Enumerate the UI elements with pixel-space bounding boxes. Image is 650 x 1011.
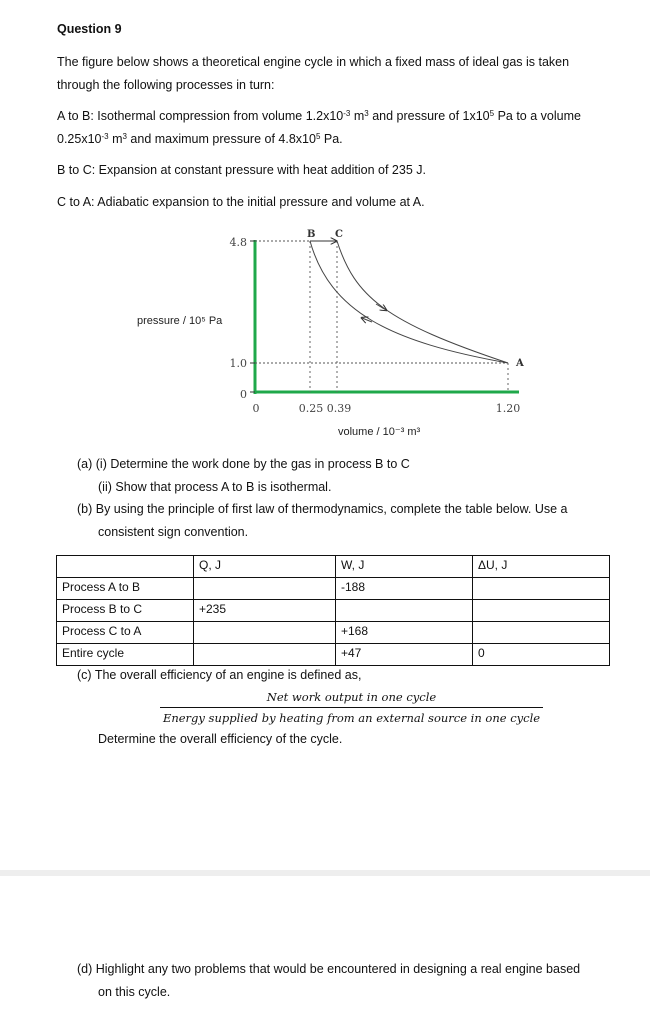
table-header xyxy=(57,556,194,578)
x-tick-025: 0.25 xyxy=(298,402,324,415)
part-c-determine: Determine the overall efficiency of the cycle. xyxy=(98,732,343,746)
intro-paragraph: The figure below shows a theoretical engine cycle in which a fixed mass of ideal gas is taken through the following processes in turn: xyxy=(57,55,570,92)
table-cell: +47 xyxy=(336,644,473,666)
table-row xyxy=(57,600,610,622)
table-header: W, J xyxy=(336,556,473,578)
table-cell xyxy=(473,578,610,600)
table-row xyxy=(57,644,610,666)
question-title: Question 9 xyxy=(57,22,122,36)
table-cell: -188 xyxy=(336,578,473,600)
table-header: Q, J xyxy=(194,556,336,578)
table-cell: Process C to A xyxy=(57,622,194,644)
process-ca-curve xyxy=(337,241,508,363)
table-row xyxy=(57,622,610,644)
process-ab-description: A to B: Isothermal compression from volume $1.2x10^{-3}$ $m^3$ and pressure of $1x10^5$ Pa to a volume $0.25x10^{-3}$ $m^3$ and maximum pressure of $4.8x10^5$ Pa. xyxy=(57,109,581,146)
y-tick-10: 1.0 xyxy=(229,357,247,370)
table-cell xyxy=(194,622,336,644)
point-a-label: A xyxy=(516,358,524,369)
table-cell xyxy=(194,578,336,600)
y-tick-0: 0 xyxy=(240,388,247,401)
part-a xyxy=(77,453,410,499)
x-tick-120: 1.20 xyxy=(495,402,521,415)
table-cell: 0 xyxy=(473,644,610,666)
x-tick-0: 0 xyxy=(252,402,260,415)
fraction-denominator: Energy supplied by heating from an external source in one cycle xyxy=(160,707,543,725)
y-axis-label: pressure / 10⁵ Pa xyxy=(137,315,223,327)
part-a-ii: (ii) Show that process A to B is isothermal. xyxy=(98,480,332,494)
x-axis-label: volume / 10⁻³ m³ xyxy=(338,426,421,438)
pv-diagram xyxy=(130,222,530,440)
part-d: (d) Highlight any two problems that would be encountered in designing a real engine based on this cycle. xyxy=(77,962,581,999)
ca-arrow xyxy=(376,304,386,310)
table-header-row xyxy=(57,556,610,578)
table-cell xyxy=(336,600,473,622)
process-ca-description: C to A: Adiabatic expansion to the initial pressure and volume at A. xyxy=(57,195,425,209)
part-a-i: (a) (i) Determine the work done by the gas in process B to C xyxy=(77,457,410,471)
table-cell: Process B to C xyxy=(57,600,194,622)
process-ab-curve xyxy=(310,241,508,363)
table-row xyxy=(57,578,610,600)
fraction-numerator: Net work output in one cycle xyxy=(266,690,437,704)
efficiency-fraction xyxy=(160,690,543,725)
part-b: (b) By using the principle of first law of thermodynamics, complete the table below. Use a consistent sign convention. xyxy=(77,502,568,539)
table-cell: +168 xyxy=(336,622,473,644)
table-header: ΔU, J xyxy=(473,556,610,578)
table-cell: +235 xyxy=(194,600,336,622)
table-cell xyxy=(473,600,610,622)
page-separator xyxy=(0,870,650,876)
point-b-label: B xyxy=(307,229,316,240)
thermo-table xyxy=(56,555,610,666)
process-bc-description: B to C: Expansion at constant pressure with heat addition of 235 J. xyxy=(57,163,426,177)
table-cell xyxy=(194,644,336,666)
y-tick-48: 4.8 xyxy=(229,236,247,249)
table-cell: Entire cycle xyxy=(57,644,194,666)
table-cell xyxy=(473,622,610,644)
part-c: (c) The overall efficiency of an engine is defined as, xyxy=(77,668,362,682)
point-c-label: C xyxy=(335,229,343,240)
table-cell: Process A to B xyxy=(57,578,194,600)
x-tick-039: 0.39 xyxy=(326,402,352,415)
